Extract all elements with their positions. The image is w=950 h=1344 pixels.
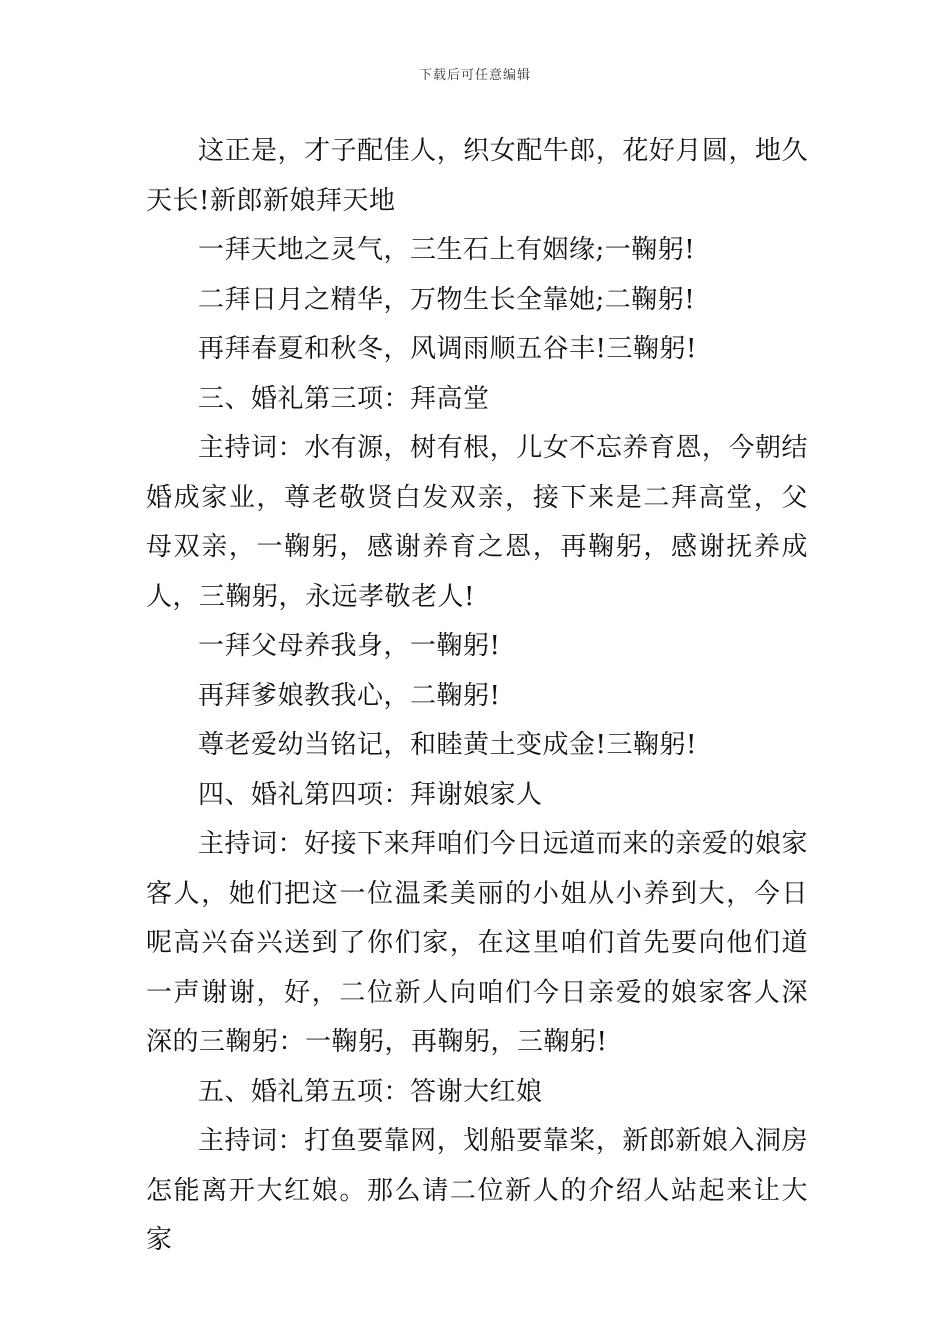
paragraph: 一拜天地之灵气，三生石上有姻缘;一鞠躬! [198,235,696,265]
paragraph: 主持词：水有源，树有根，儿女不忘养育恩，今朝结婚成家业，尊老敬贤白发双亲，接下来是二拜高堂，父母双亲，一鞠躬，感谢养育之恩，再鞠躬，感谢抚养成人，三鞠躬，永远孝敬老人! [146,433,808,612]
paragraph: 二拜日月之精华，万物生长全靠她;二鞠躬! [198,284,696,315]
document-body [146,127,808,1266]
page-header-note: 下载后可任意编辑 [418,68,531,83]
paragraph: 尊老爱幼当铭记，和睦黄土变成金!三鞠躬! [198,730,697,760]
paragraph: 这正是，才子配佳人，织女配牛郎，花好月圆，地久天长!新郎新娘拜天地 [146,136,808,216]
paragraph: 主持词：好接下来拜咱们今日远道而来的亲爱的娘家客人，她们把这一位温柔美丽的小姐从小养到大，今日呢高兴奋兴送到了你们家，在这里咱们首先要向他们道一声谢谢，好，二位新人向咱们今日亲爱的娘家客人深深的三鞠躬：一鞠躬，再鞠躬，三鞠躬! [146,829,808,1057]
section-heading: 三、婚礼第三项：拜高堂 [198,383,490,414]
paragraph: 一拜父母养我身，一鞠躬! [198,631,501,661]
paragraph: 再拜爹娘教我心，二鞠躬! [198,680,501,711]
section-heading: 五、婚礼第五项：答谢大红娘 [198,1076,543,1107]
paragraph: 主持词：打鱼要靠网，划船要靠桨，新郎新娘入洞房怎能离开大红娘。那么请二位新人的介绍人站起来让大家 [146,1126,808,1255]
section-heading: 四、婚礼第四项：拜谢娘家人 [198,779,543,810]
paragraph: 再拜春夏和秋冬，风调雨顺五谷丰!三鞠躬! [198,334,697,364]
